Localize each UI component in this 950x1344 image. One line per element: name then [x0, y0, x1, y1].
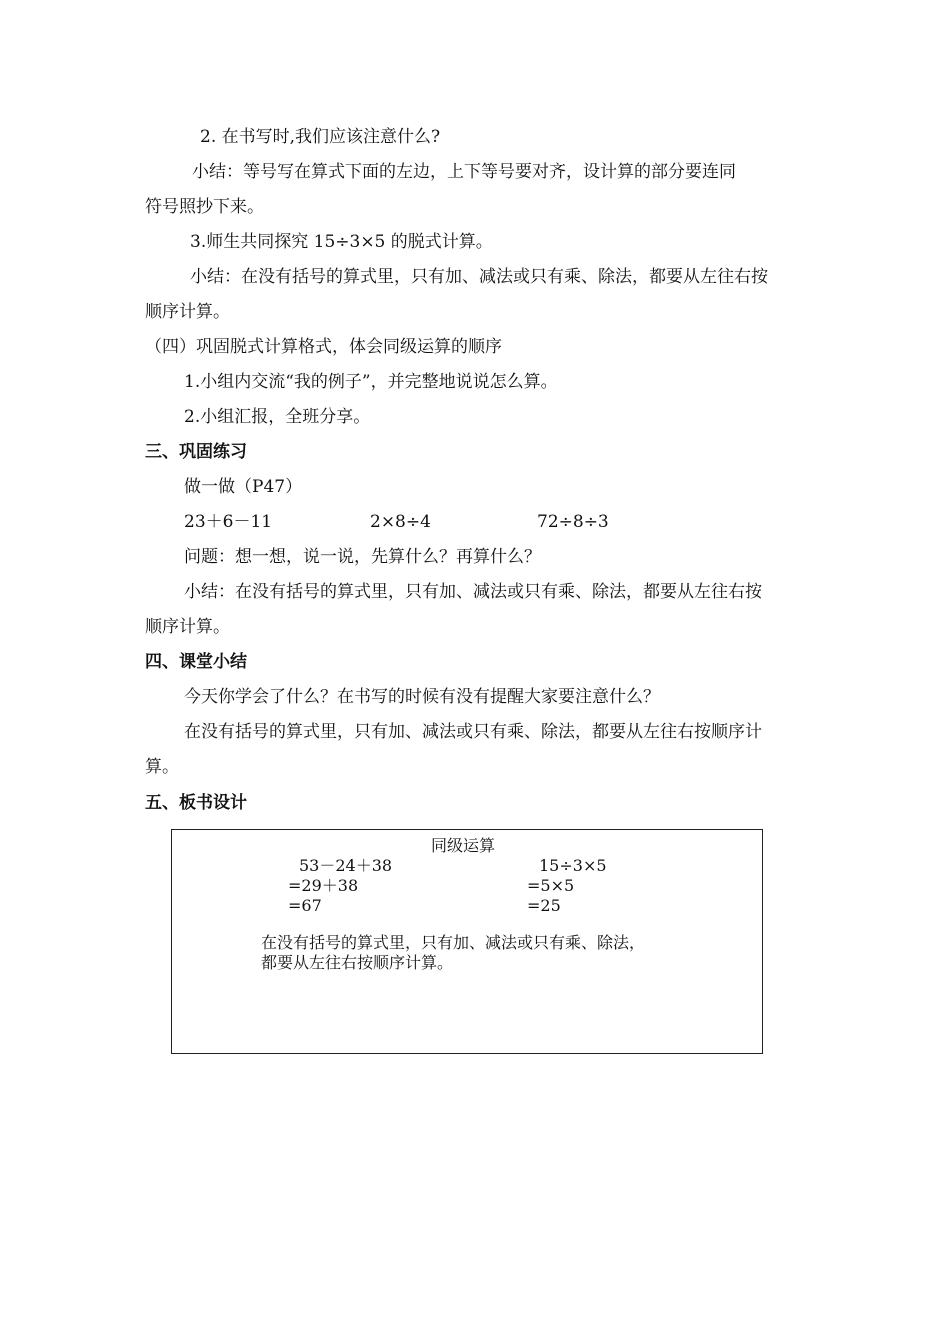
heading-practice: 三、巩固练习 [145, 442, 247, 462]
class-summary-rule-line1: 在没有括号的算式里，只有加、减法或只有乘、除法，都要从左往右按顺序计 [184, 722, 762, 742]
practice-question: 问题：想一想，说一说，先算什么？再算什么？ [184, 547, 541, 567]
board-design-box [171, 829, 763, 1054]
summary-3-line1: 小结：在没有括号的算式里，只有加、减法或只有乘、除法，都要从左往右按 [184, 582, 762, 602]
question-2: 2. 在书写时,我们应该注意什么? [200, 127, 441, 147]
board-left-expression: 53－24＋38 [299, 856, 393, 875]
board-right-step-1: =5×5 [527, 876, 575, 895]
class-summary-question: 今天你学会了什么？在书写的时候有没有提醒大家要注意什么？ [184, 687, 660, 707]
board-rule-line-2: 都要从左往右按顺序计算。 [261, 953, 454, 972]
summary-1-line1: 小结：等号写在算式下面的左边，上下等号要对齐，设计算的部分要连同 [192, 162, 736, 182]
summary-2-line2: 顺序计算。 [145, 302, 230, 322]
practice-ref: 做一做（P47） [184, 477, 303, 497]
item-1: 1.小组内交流“我的例子”，并完整地说说怎么算。 [184, 372, 558, 392]
exercise-3: 72÷8÷3 [537, 512, 609, 532]
board-right-step-2: =25 [527, 896, 561, 915]
exercise-1: 23＋6－11 [184, 512, 273, 532]
board-left-step-1: =29＋38 [288, 876, 359, 895]
board-title: 同级运算 [431, 836, 496, 855]
section-4-sub: （四）巩固脱式计算格式，体会同级运算的顺序 [145, 337, 502, 357]
summary-2-line1: 小结：在没有括号的算式里，只有加、减法或只有乘、除法，都要从左往右按 [190, 267, 768, 287]
summary-3-line2: 顺序计算。 [145, 617, 230, 637]
board-right-expression: 15÷3×5 [539, 856, 607, 875]
board-rule-line-1: 在没有括号的算式里，只有加、减法或只有乘、除法， [261, 933, 646, 952]
item-2: 2.小组汇报，全班分享。 [184, 407, 371, 427]
heading-board-design: 五、板书设计 [145, 793, 247, 813]
class-summary-rule-line2: 算。 [145, 757, 179, 777]
board-left-step-2: =67 [288, 896, 322, 915]
summary-1-line2: 符号照抄下来。 [145, 197, 264, 217]
heading-class-summary: 四、课堂小结 [145, 652, 247, 672]
exercise-2: 2×8÷4 [370, 512, 431, 532]
step-3: 3.师生共同探究 15÷3×5 的脱式计算。 [190, 232, 493, 252]
